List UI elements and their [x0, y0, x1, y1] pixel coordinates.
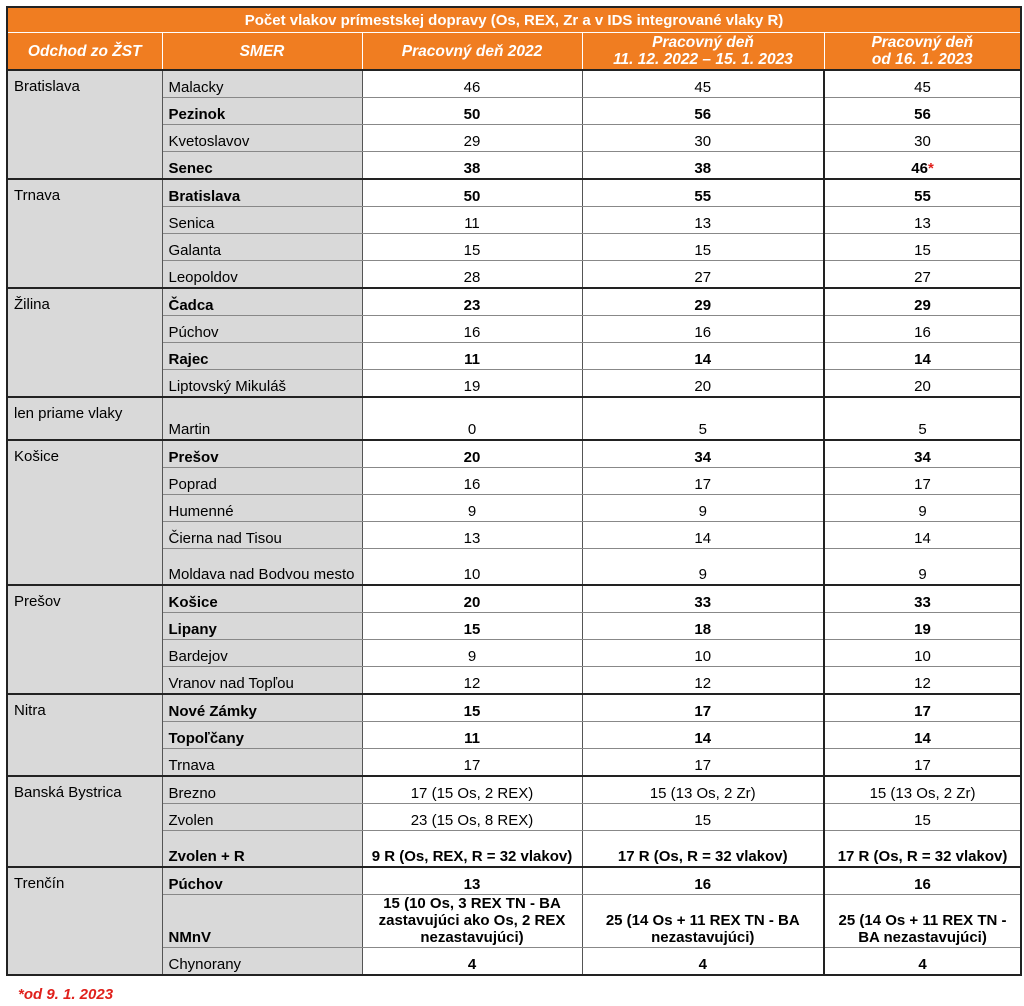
- value-transition-cell: 16: [582, 867, 824, 895]
- value-2023-cell: 30: [824, 125, 1021, 152]
- value-transition-cell: 9: [582, 495, 824, 522]
- value-transition-cell: 17: [582, 468, 824, 495]
- value-2022-cell: 16: [362, 468, 582, 495]
- value-transition-cell: 4: [582, 948, 824, 976]
- value-transition-cell: 34: [582, 440, 824, 468]
- value-transition-cell: 25 (14 Os + 11 REX TN - BA nezastavujúci): [582, 895, 824, 948]
- value-2023-cell: 17: [824, 694, 1021, 722]
- direction-cell: Moldava nad Bodvou mesto: [162, 549, 362, 586]
- value-2023-cell: 33: [824, 585, 1021, 613]
- value-2023-cell: [824, 152, 1021, 180]
- direction-cell: Púchov: [162, 867, 362, 895]
- value-2023-cell: 45: [824, 70, 1021, 98]
- value-2022-cell: 12: [362, 667, 582, 695]
- train-count-table: [6, 6, 1022, 976]
- value-2022-cell: 13: [362, 867, 582, 895]
- value-2022-cell: 11: [362, 343, 582, 370]
- departure-station-cell: Košice: [7, 440, 162, 585]
- header-workday-2023-line2: od 16. 1. 2023: [871, 51, 973, 68]
- departure-station-cell: Trenčín: [7, 867, 162, 975]
- value-2023-cell: 29: [824, 288, 1021, 316]
- value-transition-cell: 17: [582, 694, 824, 722]
- header-row: [7, 33, 1021, 71]
- value-2023-cell: 17: [824, 468, 1021, 495]
- value-transition-cell: 33: [582, 585, 824, 613]
- value-2022-cell: 23 (15 Os, 8 REX): [362, 804, 582, 831]
- value-2023-cell: 19: [824, 613, 1021, 640]
- value-2023-cell: 9: [824, 495, 1021, 522]
- value-2022-cell: 9: [362, 495, 582, 522]
- value-transition-cell: 17 R (Os, R = 32 vlakov): [582, 831, 824, 868]
- direction-cell: NMnV: [162, 895, 362, 948]
- table-row: [7, 585, 1021, 613]
- value-2022-cell: 19: [362, 370, 582, 398]
- departure-station-cell: Banská Bystrica: [7, 776, 162, 867]
- direction-cell: Rajec: [162, 343, 362, 370]
- direction-cell: Senec: [162, 152, 362, 180]
- value-transition-cell: 17: [582, 749, 824, 777]
- direction-cell: Čadca: [162, 288, 362, 316]
- value-2023-cell: 14: [824, 522, 1021, 549]
- direction-cell: Čierna nad Tisou: [162, 522, 362, 549]
- direction-cell: Bardejov: [162, 640, 362, 667]
- value-transition-cell: 30: [582, 125, 824, 152]
- header-workday-transition-line2: 11. 12. 2022 – 15. 1. 2023: [613, 51, 793, 68]
- value-2022-cell: 17: [362, 749, 582, 777]
- train-count-table-container: [6, 6, 1020, 1003]
- direction-cell: Prešov: [162, 440, 362, 468]
- value-2023-cell: 5: [824, 397, 1021, 440]
- value-2022-cell: 9 R (Os, REX, R = 32 vlakov): [362, 831, 582, 868]
- value-transition-cell: 27: [582, 261, 824, 289]
- value-2022-cell: 28: [362, 261, 582, 289]
- header-departure: Odchod zo ŽST: [7, 33, 162, 71]
- departure-station-cell: Žilina: [7, 288, 162, 397]
- header-workday-transition-line1: Pracovný deň: [652, 34, 754, 51]
- value-2022-cell: 29: [362, 125, 582, 152]
- direction-cell: Senica: [162, 207, 362, 234]
- value-2023-cell: 17 R (Os, R = 32 vlakov): [824, 831, 1021, 868]
- table-row: [7, 179, 1021, 207]
- value-2022-cell: 15: [362, 234, 582, 261]
- value-transition-cell: 20: [582, 370, 824, 398]
- value-2023-cell: 15 (13 Os, 2 Zr): [824, 776, 1021, 804]
- direction-cell: Kvetoslavov: [162, 125, 362, 152]
- direction-cell: Vranov nad Topľou: [162, 667, 362, 695]
- value-2023-cell: 34: [824, 440, 1021, 468]
- footnote: *od 9. 1. 2023: [18, 986, 114, 1003]
- value-transition-cell: 14: [582, 343, 824, 370]
- value-transition-cell: 16: [582, 316, 824, 343]
- direction-cell: Košice: [162, 585, 362, 613]
- value-2022-cell: 4: [362, 948, 582, 976]
- value-2022-cell: 50: [362, 179, 582, 207]
- direction-cell: Martin: [162, 397, 362, 440]
- direction-cell: Liptovský Mikuláš: [162, 370, 362, 398]
- table-row: [7, 776, 1021, 804]
- value-text: 46: [911, 160, 928, 177]
- direction-cell: Brezno: [162, 776, 362, 804]
- value-transition-cell: 5: [582, 397, 824, 440]
- value-2023-cell: 9: [824, 549, 1021, 586]
- direction-cell: Nové Zámky: [162, 694, 362, 722]
- value-transition-cell: 13: [582, 207, 824, 234]
- direction-cell: Humenné: [162, 495, 362, 522]
- value-2023-cell: 16: [824, 867, 1021, 895]
- value-2022-cell: 11: [362, 722, 582, 749]
- value-transition-cell: 45: [582, 70, 824, 98]
- value-2023-cell: 12: [824, 667, 1021, 695]
- direction-cell: Zvolen + R: [162, 831, 362, 868]
- value-transition-cell: 15: [582, 804, 824, 831]
- table-row: [7, 440, 1021, 468]
- table-row: [7, 288, 1021, 316]
- departure-station-cell: len priame vlaky: [7, 397, 162, 440]
- value-transition-cell: 18: [582, 613, 824, 640]
- footnote-marker: *: [927, 160, 934, 177]
- direction-cell: Malacky: [162, 70, 362, 98]
- direction-cell: Bratislava: [162, 179, 362, 207]
- table-row: [7, 867, 1021, 895]
- value-transition-cell: 14: [582, 522, 824, 549]
- value-2022-cell: 46: [362, 70, 582, 98]
- table-title: Počet vlakov prímestskej dopravy (Os, REX, Zr a v IDS integrované vlaky R): [7, 7, 1021, 33]
- value-2022-cell: 0: [362, 397, 582, 440]
- value-2023-cell: 25 (14 Os + 11 REX TN - BA nezastavujúci): [824, 895, 1021, 948]
- value-2023-cell: 14: [824, 722, 1021, 749]
- header-workday-2022: Pracovný deň 2022: [362, 33, 582, 71]
- value-2022-cell: 9: [362, 640, 582, 667]
- departure-station-cell: Nitra: [7, 694, 162, 776]
- value-2023-cell: 56: [824, 98, 1021, 125]
- value-2022-cell: 16: [362, 316, 582, 343]
- departure-station-cell: Trnava: [7, 179, 162, 288]
- table-row: [7, 397, 1021, 440]
- value-transition-cell: 56: [582, 98, 824, 125]
- value-2022-cell: 15: [362, 613, 582, 640]
- direction-cell: Trnava: [162, 749, 362, 777]
- direction-cell: Poprad: [162, 468, 362, 495]
- value-2023-cell: 55: [824, 179, 1021, 207]
- value-transition-cell: 9: [582, 549, 824, 586]
- value-transition-cell: 10: [582, 640, 824, 667]
- value-2022-cell: 15 (10 Os, 3 REX TN - BA zastavujúci ako Os, 2 REX nezastavujúci): [362, 895, 582, 948]
- table-row: [7, 694, 1021, 722]
- table-body: [7, 70, 1021, 975]
- value-2022-cell: 23: [362, 288, 582, 316]
- value-2023-cell: 15: [824, 234, 1021, 261]
- value-2022-cell: 20: [362, 440, 582, 468]
- direction-cell: Galanta: [162, 234, 362, 261]
- value-transition-cell: 15: [582, 234, 824, 261]
- value-2022-cell: 38: [362, 152, 582, 180]
- value-2023-cell: 15: [824, 804, 1021, 831]
- direction-cell: Chynorany: [162, 948, 362, 976]
- direction-cell: Topoľčany: [162, 722, 362, 749]
- table-title-row: [7, 7, 1021, 33]
- direction-cell: Zvolen: [162, 804, 362, 831]
- value-2023-cell: 20: [824, 370, 1021, 398]
- direction-cell: Leopoldov: [162, 261, 362, 289]
- departure-station-cell: Bratislava: [7, 70, 162, 179]
- value-transition-cell: 55: [582, 179, 824, 207]
- value-2023-cell: 13: [824, 207, 1021, 234]
- value-transition-cell: 14: [582, 722, 824, 749]
- header-workday-2023: [824, 33, 1021, 71]
- departure-station-cell: Prešov: [7, 585, 162, 694]
- value-2022-cell: 50: [362, 98, 582, 125]
- value-2023-cell: 10: [824, 640, 1021, 667]
- direction-cell: Lipany: [162, 613, 362, 640]
- value-2023-cell: 17: [824, 749, 1021, 777]
- value-transition-cell: 29: [582, 288, 824, 316]
- value-2023-cell: 27: [824, 261, 1021, 289]
- value-2023-cell: 4: [824, 948, 1021, 976]
- value-transition-cell: 12: [582, 667, 824, 695]
- value-transition-cell: 38: [582, 152, 824, 180]
- value-2022-cell: 20: [362, 585, 582, 613]
- direction-cell: Pezinok: [162, 98, 362, 125]
- header-direction: SMER: [162, 33, 362, 71]
- header-workday-transition: [582, 33, 824, 71]
- value-2022-cell: 17 (15 Os, 2 REX): [362, 776, 582, 804]
- value-2022-cell: 15: [362, 694, 582, 722]
- table-row: [7, 70, 1021, 98]
- direction-cell: Púchov: [162, 316, 362, 343]
- value-2022-cell: 10: [362, 549, 582, 586]
- header-workday-2023-line1: Pracovný deň: [871, 34, 974, 51]
- value-2022-cell: 11: [362, 207, 582, 234]
- value-2023-cell: 14: [824, 343, 1021, 370]
- value-transition-cell: 15 (13 Os, 2 Zr): [582, 776, 824, 804]
- value-2023-cell: 16: [824, 316, 1021, 343]
- value-2022-cell: 13: [362, 522, 582, 549]
